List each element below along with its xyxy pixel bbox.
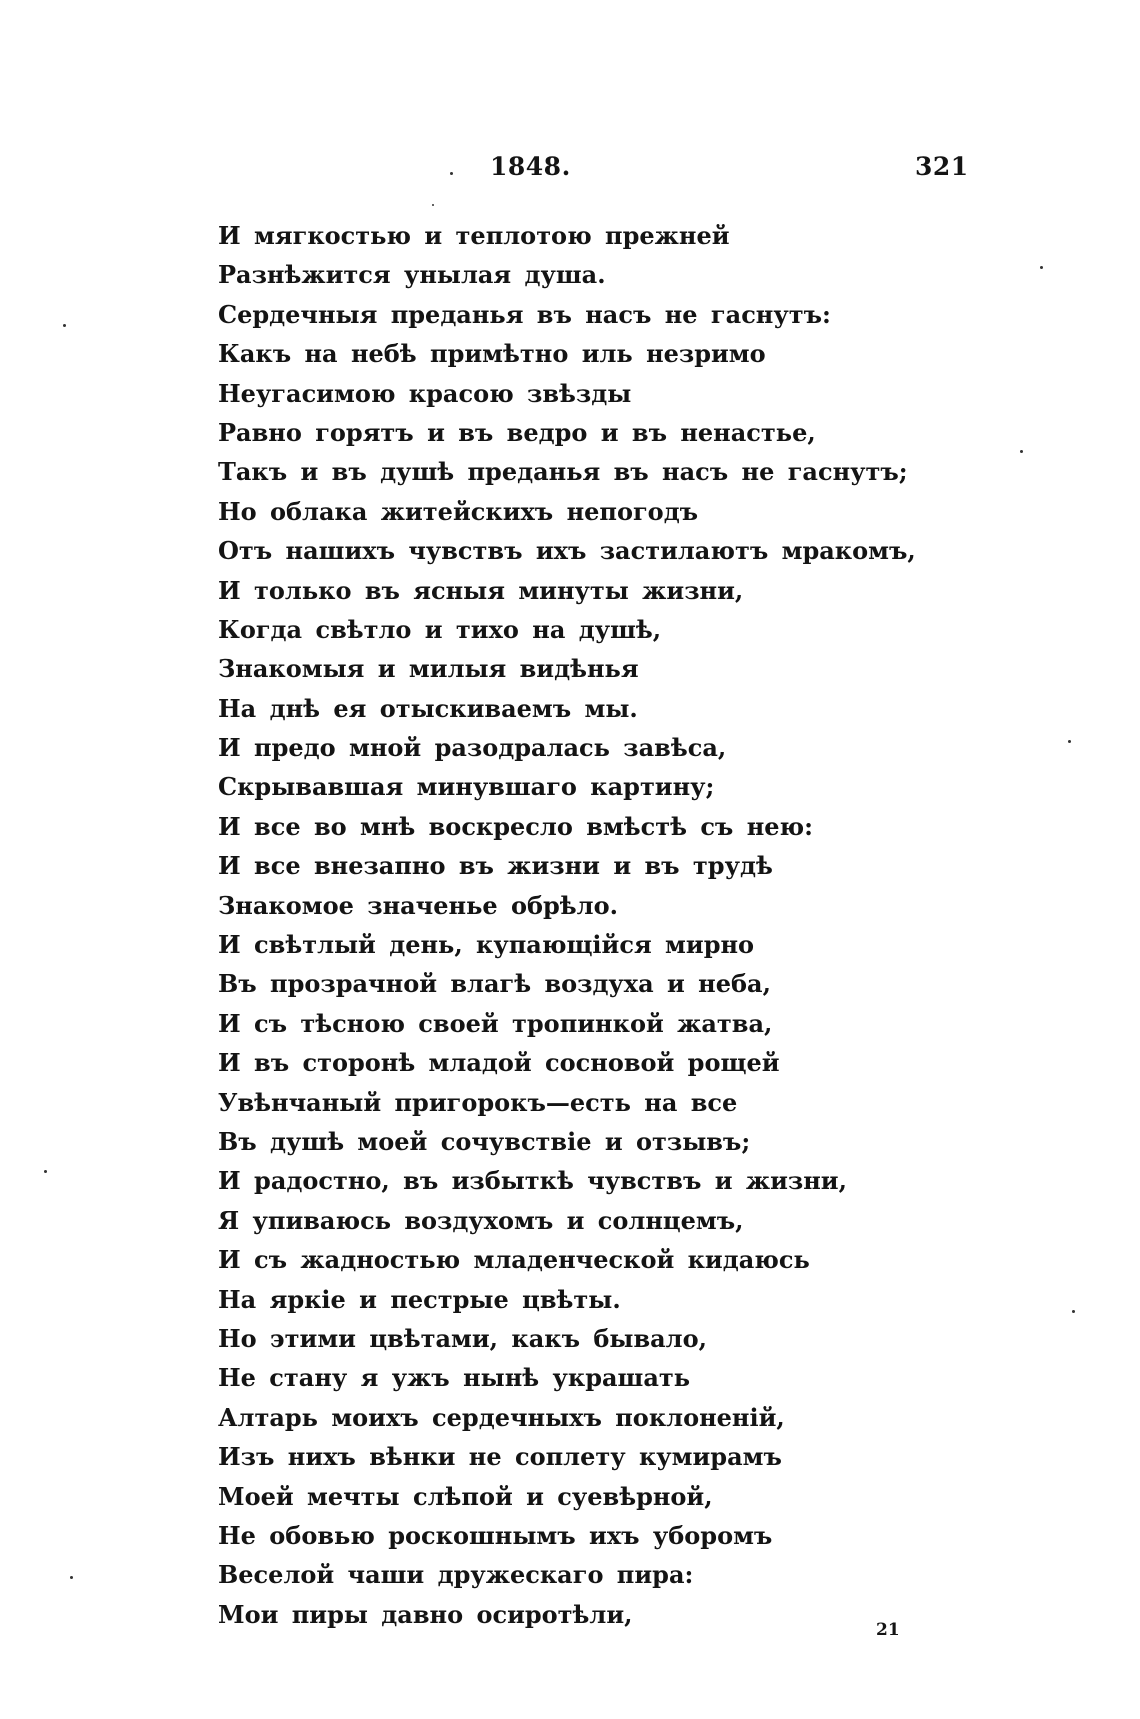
verse-line: Изъ нихъ вѣнки не соплету кумирамъ xyxy=(218,1442,782,1472)
verse-line: Разнѣжится унылая душа. xyxy=(218,260,606,290)
verse-line: Какъ на небѣ примѣтно иль незримо xyxy=(218,339,766,369)
scan-speck xyxy=(63,324,66,327)
verse-line: Въ душѣ моей сочувствіе и отзывъ; xyxy=(218,1126,751,1156)
verse-line: Неугасимою красою звѣзды xyxy=(218,378,632,408)
poem-text xyxy=(218,216,1078,1634)
verse-line: На яркіе и пестрые цвѣты. xyxy=(218,1284,621,1314)
verse-line: Скрывавшая минувшаго картину; xyxy=(218,772,715,802)
verse-line: Въ прозрачной влагѣ воздуха и неба, xyxy=(218,969,771,999)
verse-line: Веселой чаши дружескаго пира: xyxy=(218,1560,694,1590)
verse-line: И только въ ясныя минуты жизни, xyxy=(218,575,744,605)
printer-signature-mark: 21 xyxy=(876,1620,900,1640)
verse-line: Когда свѣтло и тихо на душѣ, xyxy=(218,614,662,644)
verse-line: И съ тѣсною своей тропинкой жатва, xyxy=(218,1008,773,1038)
verse-line: И мягкостью и теплотою прежней xyxy=(218,221,730,250)
verse-line: И радостно, въ избыткѣ чувствъ и жизни, xyxy=(218,1166,847,1196)
verse-line: Не стану я ужъ нынѣ украшать xyxy=(218,1363,691,1393)
scan-speck xyxy=(1020,450,1023,453)
scan-speck xyxy=(432,204,434,206)
verse-line: Моей мечты слѣпой и суевѣрной, xyxy=(218,1481,713,1511)
verse-line: Знакомое значенье обрѣло. xyxy=(218,890,618,920)
verse-line: Увѣнчаный пригорокъ—есть на все xyxy=(218,1087,738,1117)
verse-line: И съ жадностью младенческой кидаюсь xyxy=(218,1245,810,1275)
verse-line: На днѣ ея отыскиваемъ мы. xyxy=(218,693,638,723)
verse-line: И въ сторонѣ младой сосновой рощей xyxy=(218,1048,780,1078)
header-year: 1848. xyxy=(490,152,571,181)
verse-line: Такъ и въ душѣ преданья въ насъ не гаснутъ; xyxy=(218,457,908,487)
scan-speck xyxy=(450,172,453,175)
scan-speck xyxy=(1040,266,1043,269)
verse-line: Не обовью роскошнымъ ихъ уборомъ xyxy=(218,1520,773,1550)
scan-speck xyxy=(1068,740,1071,743)
verse-line: Мои пиры давно осиротѣли, xyxy=(218,1599,633,1629)
verse-line: Равно горятъ и въ ведро и въ ненастье, xyxy=(218,417,816,447)
verse-line: И все внезапно въ жизни и въ трудѣ xyxy=(218,851,773,881)
verse-line: И предо мной разодралась завѣса, xyxy=(218,733,727,763)
verse-line: Я упиваюсь воздухомъ и солнцемъ, xyxy=(218,1205,744,1235)
verse-line: Алтарь моихъ сердечныхъ поклоненій, xyxy=(218,1402,785,1432)
verse-line: Знакомыя и милыя видѣнья xyxy=(218,654,639,684)
verse-line: И свѣтлый день, купающійся мирно xyxy=(218,930,755,960)
verse-line: Отъ нашихъ чувствъ ихъ застилаютъ мракомъ, xyxy=(218,536,916,566)
scan-speck xyxy=(1072,1310,1075,1313)
page-number: 321 xyxy=(915,152,969,181)
scan-speck xyxy=(44,1170,47,1173)
verse-line: Сердечныя преданья въ насъ не гаснутъ: xyxy=(218,299,831,329)
verse-line: Но этими цвѣтами, какъ бывало, xyxy=(218,1323,707,1353)
scan-speck xyxy=(70,1576,73,1579)
verse-line: Но облака житейскихъ непогодъ xyxy=(218,496,699,526)
verse-line: И все во мнѣ воскресло вмѣстѣ съ нею: xyxy=(218,811,814,841)
running-head xyxy=(0,152,1140,192)
